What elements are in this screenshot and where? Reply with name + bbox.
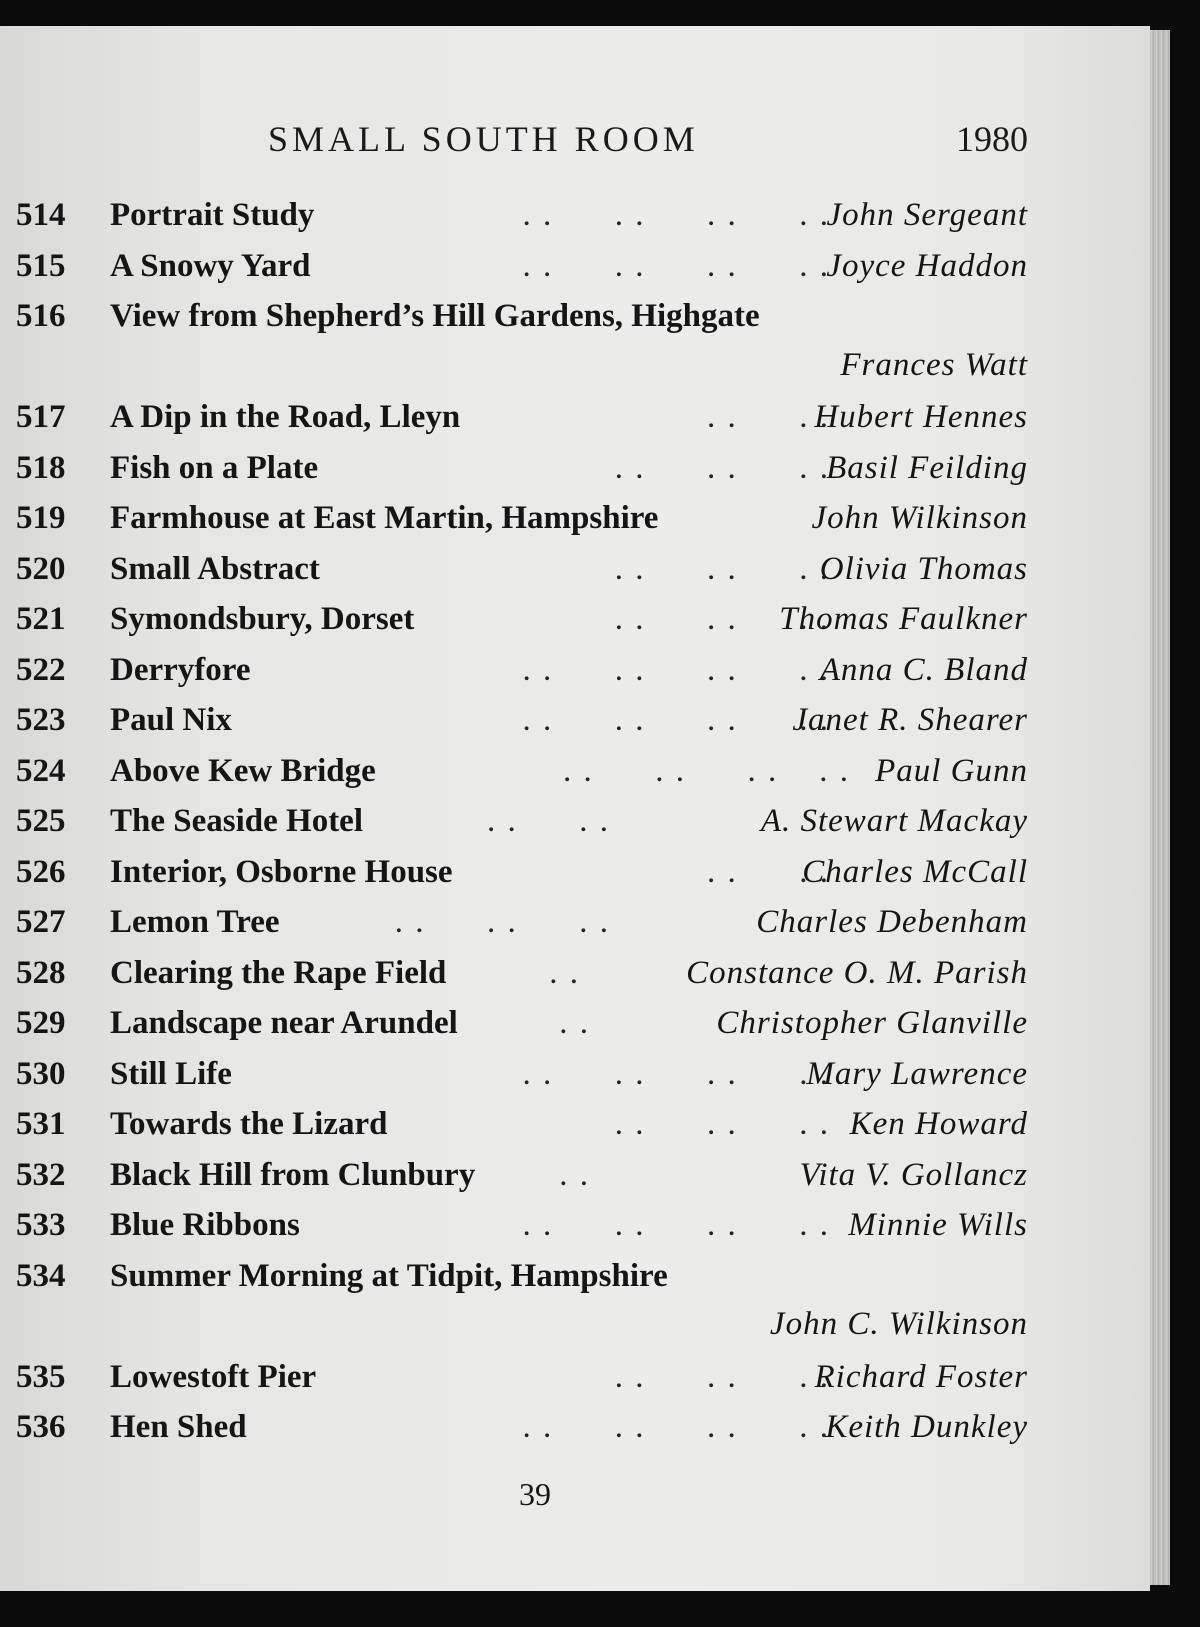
list-item-continuation [0,343,1150,394]
list-item [0,797,1150,848]
entry-artist: Paul Gunn [875,752,1028,789]
leader-dots: . . . . . . [614,550,830,587]
entry-number: 518 [16,449,66,486]
entry-number: 524 [16,752,66,789]
leader-dots: . . . . . . [614,1106,830,1142]
entry-title: Interior, Osborne House [110,853,453,890]
entry-number: 522 [16,651,66,688]
running-header [0,114,1150,164]
leader-dots: . . . . [707,399,830,435]
list-item [0,1151,1150,1202]
entry-artist: Mary Lawrence [806,1055,1028,1092]
entry-number: 528 [16,954,66,991]
entry-title: Above Kew Bridge [110,752,376,789]
entry-title: Lowestoft Pier [110,1358,317,1395]
entry-artist: John Sergeant [826,197,1028,233]
list-item [0,1100,1150,1151]
entry-title: Fish on a Plate [110,449,319,486]
list-item [0,444,1150,495]
entry-artist: Ken Howard [849,1106,1028,1142]
entry-title: Clearing the Rape Field [110,954,447,991]
entry-title: Lemon Tree [110,904,280,940]
entry-title: Black Hill from Clunbury [110,1156,476,1193]
list-item [0,292,1150,343]
entry-artist: John C. Wilkinson [769,1306,1028,1342]
entry-number: 514 [16,197,66,233]
entry-artist: Janet R. Shearer [792,702,1028,738]
leader-dots: . . . . . . [614,449,830,486]
entry-number: 532 [16,1156,66,1193]
entry-artist: A. Stewart Mackay [760,803,1028,839]
list-item [0,595,1150,646]
entry-artist: Basil Feilding [826,449,1028,486]
entry-artist: Olivia Thomas [819,550,1028,587]
leader-dots: . . . . . . . . [522,1055,830,1092]
list-item [0,696,1150,747]
list-item [0,1050,1150,1101]
list-item-continuation [0,1302,1150,1353]
entry-artist: Minnie Wills [848,1207,1028,1243]
leader-dots: . . . . . . . . [522,197,830,233]
leader-dots: . . [559,1156,590,1193]
list-item [0,1252,1150,1303]
leader-dots: . . . . . . . . [522,247,830,284]
entry-number: 533 [16,1207,66,1243]
leader-dots: . . . . . . . . [522,651,830,688]
entry-list [0,191,1150,1454]
entry-title: Blue Ribbons [110,1207,300,1243]
entry-artist: John Wilkinson [811,500,1028,536]
entry-artist: Keith Dunkley [825,1409,1028,1445]
leader-dots: . . . . [707,853,830,890]
entry-number: 517 [16,399,66,435]
list-item [0,393,1150,444]
entry-title: Farmhouse at East Martin, Hampshire [110,500,659,536]
list-item [0,545,1150,596]
list-item [0,1201,1150,1252]
entry-number: 521 [16,601,66,637]
entry-number: 536 [16,1409,66,1445]
entry-title: Paul Nix [110,702,232,738]
entry-artist: Thomas Faulkner [779,601,1028,637]
entry-artist: Constance O. M. Parish [686,954,1028,991]
entry-title: Summer Morning at Tidpit, Hampshire [110,1257,668,1294]
leader-dots: . . . . [487,803,610,839]
page-number: 39 [519,1476,551,1512]
entry-number: 526 [16,853,66,890]
entry-number: 516 [16,298,66,334]
entry-number: 529 [16,1005,66,1041]
entry-title: Landscape near Arundel [110,1005,458,1041]
leader-dots: . . . . . . [394,904,610,940]
leader-dots: . . . . . . . . [563,752,850,789]
entry-number: 534 [16,1257,66,1294]
entry-artist: Charles Debenham [756,904,1028,940]
list-item [0,242,1150,293]
entry-title: The Seaside Hotel [110,803,363,839]
list-item [0,898,1150,949]
entry-artist: Charles McCall [802,853,1028,890]
entry-artist: Vita V. Gollancz [799,1156,1028,1193]
entry-number: 515 [16,247,66,284]
entry-number: 531 [16,1106,66,1142]
list-item [0,1403,1150,1454]
list-item [0,494,1150,545]
entry-number: 530 [16,1055,66,1092]
entry-artist: Richard Foster [814,1358,1028,1395]
entry-title: Portrait Study [110,197,315,233]
entry-artist: Joyce Haddon [826,247,1028,284]
list-item [0,949,1150,1000]
room-title: SMALL SOUTH ROOM [268,119,699,159]
entry-title: Small Abstract [110,550,320,587]
entry-title: Hen Shed [110,1409,247,1445]
leader-dots: . . . . . . [614,601,830,637]
leader-dots: . . . . . . . . [522,1409,830,1445]
year-label: 1980 [956,119,1028,159]
entry-number: 525 [16,803,66,839]
entry-number: 527 [16,904,66,940]
entry-number: 519 [16,500,66,536]
leader-dots: . . . . . . . . [522,702,830,738]
entry-title: A Dip in the Road, Lleyn [110,399,461,435]
list-item [0,747,1150,798]
entry-title: Symondsbury, Dorset [110,601,415,637]
list-item [0,646,1150,697]
entry-title: Towards the Lizard [110,1106,388,1142]
entry-artist: Frances Watt [840,346,1028,383]
leader-dots: . . . . . . . . [522,1207,830,1243]
entry-artist: Anna C. Bland [819,651,1028,688]
catalogue-page [0,26,1150,1591]
list-item [0,999,1150,1050]
entry-title: Derryfore [110,651,251,688]
entry-artist: Christopher Glanville [716,1005,1028,1041]
leader-dots: . . . . . . [614,1358,830,1395]
entry-title: A Snowy Yard [110,247,311,284]
entry-artist: Hubert Hennes [814,399,1028,435]
leader-dots: . . [549,954,580,991]
entry-number: 523 [16,702,66,738]
entry-title: Still Life [110,1055,232,1092]
entry-title: View from Shepherd’s Hill Gardens, Highgate [110,298,760,334]
list-item [0,1353,1150,1404]
leader-dots: . . [559,1005,590,1041]
list-item [0,848,1150,899]
list-item [0,191,1150,242]
entry-number: 535 [16,1358,66,1395]
entry-number: 520 [16,550,66,587]
